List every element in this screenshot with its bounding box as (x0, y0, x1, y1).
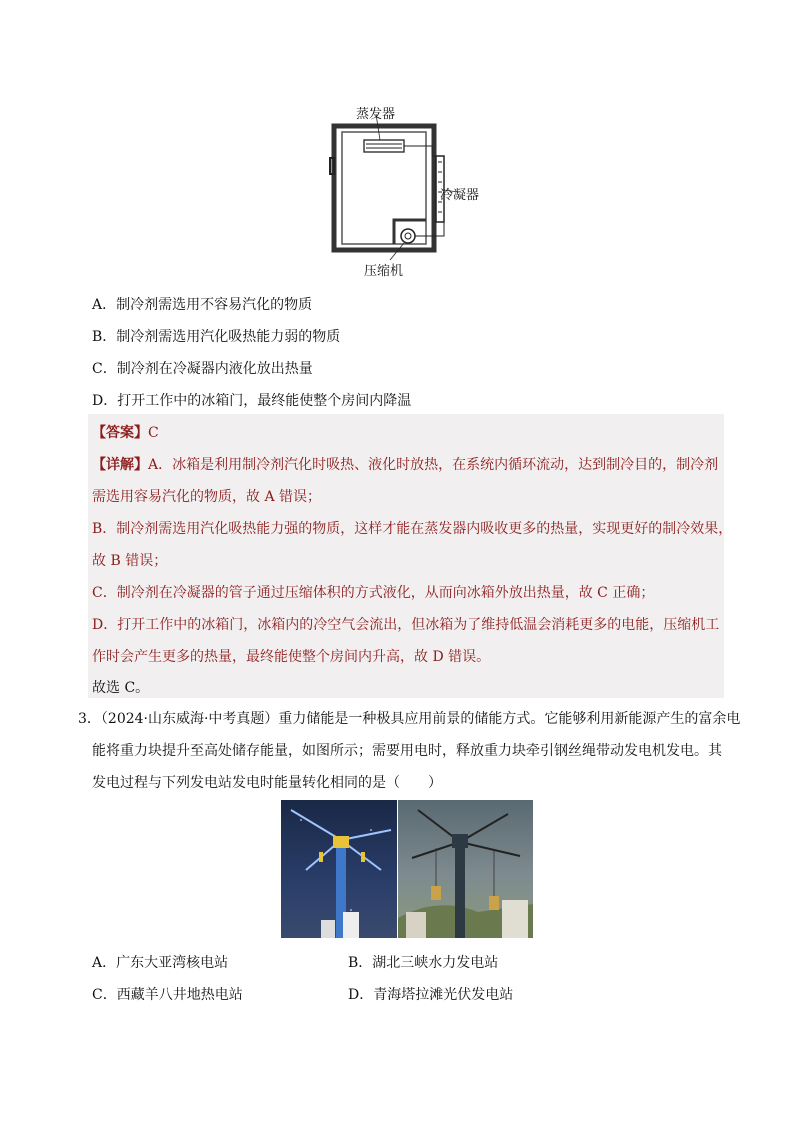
detail-line-1 (92, 454, 718, 474)
detail-line-2: 需选用容易汽化的物质，故 A 错误； (92, 489, 322, 505)
q3-stem-line-3: 发电过程与下列发电站发电时能量转化相同的是（ ） (92, 775, 442, 791)
q3-stem-line-1: 3．（2024·山东威海·中考真题）重力储能是一种极具应用前景的储能方式。它能够利用新能源产生的富余电 (78, 711, 741, 727)
answer-tag: 【答案】 (92, 425, 148, 441)
q2-option-b[interactable]: B．制冷剂需选用汽化吸热能力弱的物质 (92, 329, 341, 345)
conclusion-line: 故选 C。 (92, 680, 150, 696)
q3-option-a[interactable]: A．广东大亚湾核电站 (92, 955, 229, 971)
q2-option-a[interactable]: A．制冷剂需选用不容易汽化的物质 (92, 297, 313, 313)
q3-option-b[interactable]: B．湖北三峡水力发电站 (348, 955, 499, 971)
day-crane-illustration (398, 800, 533, 938)
q3-option-d[interactable]: D．青海塔拉滩光伏发电站 (348, 987, 514, 1003)
detail-line-3: B．制冷剂需选用汽化吸热能力强的物质，这样才能在蒸发器内吸收更多的热量，实现更好的制冷效果， (92, 521, 733, 537)
night-crane-illustration (281, 800, 397, 938)
q2-option-d[interactable]: D．打开工作中的冰箱门，最终能使整个房间内降温 (92, 393, 412, 409)
gravity-storage-photo-night (281, 800, 397, 938)
q2-option-c[interactable]: C．制冷剂在冷凝器内液化放出热量 (92, 361, 313, 377)
detail-line-4: 故 B 错误； (92, 553, 168, 569)
answer-line (92, 422, 159, 442)
answer-value: C (148, 425, 159, 441)
evaporator-label: 蒸发器 (356, 107, 396, 122)
detail-line-7: 作时会产生更多的热量，最终能使整个房间内升高，故 D 错误。 (92, 649, 491, 665)
detail-text-1: A．冰箱是利用制冷剂汽化时吸热、液化时放热，在系统内循环流动，达到制冷目的，制冷剂 (148, 457, 719, 473)
detail-tag: 【详解】 (92, 457, 148, 473)
detail-line-5: C．制冷剂在冷凝器的管子通过压缩体积的方式液化，从而向冰箱外放出热量，故 C 正确； (92, 585, 655, 601)
gravity-storage-photo-day (398, 800, 533, 938)
q3-option-c[interactable]: C．西藏羊八井地热电站 (92, 987, 243, 1003)
compressor-label: 压缩机 (364, 264, 404, 279)
detail-line-6: D．打开工作中的冰箱门，冰箱内的冷空气会流出，但冰箱为了维持低温会消耗更多的电能，压缩机工 (92, 617, 720, 633)
refrigerator-diagram (320, 100, 490, 280)
condenser-label: 冷凝器 (440, 188, 480, 203)
q3-stem-line-2: 能将重力块提升至高处储存能量，如图所示；需要用电时，释放重力块牵引钢丝绳带动发电机发电。其 (92, 743, 722, 759)
